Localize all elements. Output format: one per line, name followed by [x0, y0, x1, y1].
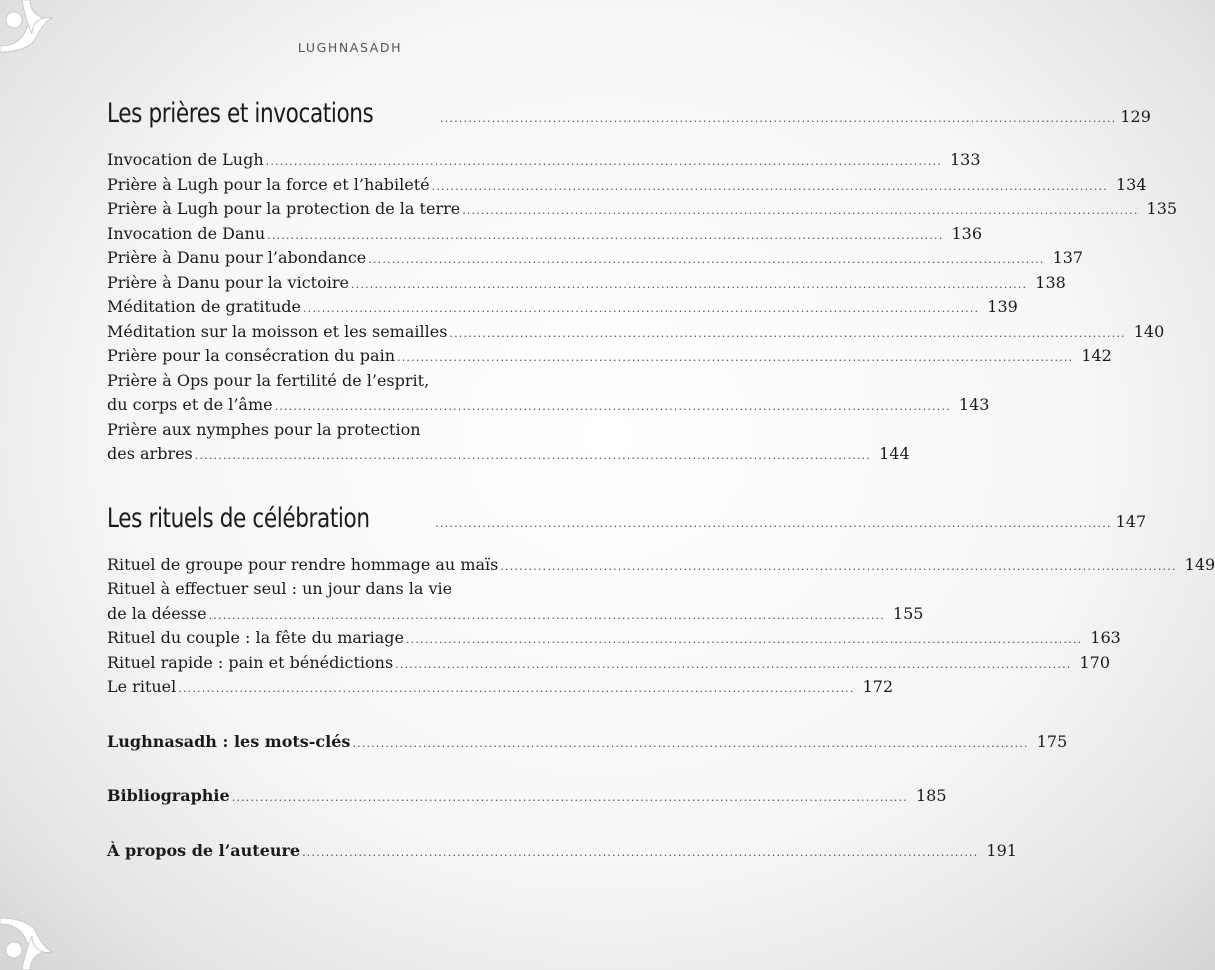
page-number: 172 — [862, 677, 894, 696]
toc-entry-text: Prière à Danu pour l’abondance — [107, 248, 367, 267]
toc-entry-text: Méditation de gratitude — [107, 297, 301, 316]
leader-dots: ................................................................................................................................................ — [302, 845, 979, 859]
page-number: 155 — [892, 603, 924, 623]
toc-entry[interactable] — [107, 271, 1066, 296]
page-number: 170 — [1079, 652, 1111, 672]
section-title-text: Les rituels de célébration — [107, 502, 370, 534]
leader-dots: ................................................................................................................................................ — [194, 449, 872, 462]
leader-dots: ................................................................................................................................................ — [368, 253, 1045, 266]
page-number: 191 — [986, 840, 1017, 860]
leader-dots: ................................................................................................................................................ — [395, 657, 1072, 671]
spacer — [107, 809, 592, 839]
page-number: 142 — [1081, 346, 1112, 365]
toc-entry[interactable] — [107, 442, 910, 467]
page-number: 175 — [1036, 731, 1068, 751]
toc-entry[interactable] — [107, 553, 1215, 578]
toc-entry-text: Prière à Lugh pour la protection de la terre — [107, 199, 461, 218]
toc-entry[interactable] — [107, 393, 990, 418]
toc-entry[interactable] — [107, 602, 924, 627]
page-number: 149 — [1184, 554, 1215, 574]
page-number: 185 — [916, 786, 947, 805]
toc-entry[interactable] — [107, 246, 1084, 271]
leader-dots: ................................................................................................................................................ — [350, 277, 1028, 291]
corner-ornament-bottom-left — [0, 910, 60, 970]
page-number: 136 — [951, 223, 982, 243]
toc-entry-text: Prière pour la consécration du pain — [107, 346, 395, 365]
spacer — [107, 700, 592, 730]
leader-dots: ................................................................................................................................................ — [231, 791, 908, 804]
section-heading[interactable] — [107, 92, 1151, 136]
section-heading[interactable] — [107, 497, 1147, 541]
back-matter-title: Bibliographie — [107, 786, 230, 805]
toc-entry-line[interactable]: Prière aux nymphes pour la protection — [107, 419, 421, 439]
table-of-contents — [107, 92, 1215, 863]
back-matter-entry[interactable] — [107, 839, 1017, 864]
toc-entry-text: Rituel rapide : pain et bénédictions — [107, 652, 394, 672]
toc-entry[interactable] — [107, 148, 981, 173]
spacer — [107, 754, 592, 784]
toc-entry-text: Invocation de Lugh — [107, 150, 264, 169]
leader-dots: ................................................................................................................................................ — [397, 351, 1074, 364]
toc-entry-line[interactable]: Prière à Ops pour la fertilité de l’esprit, — [107, 370, 430, 390]
toc-entry[interactable] — [107, 344, 1112, 369]
toc-entry[interactable] — [107, 651, 1111, 676]
page-number: 129 — [1120, 107, 1151, 126]
page-number: 163 — [1090, 628, 1121, 647]
leader-dots: ................................................................................................................................................ — [405, 633, 1083, 646]
toc-entry-text: du corps et de l’âme — [107, 395, 273, 414]
toc-entry-text: Invocation de Danu — [107, 223, 266, 243]
leader-dots: ................................................................................................................................................ — [500, 559, 1177, 573]
toc-entry-text: Prière à Lugh pour la force et l’habileté — [107, 174, 430, 194]
leader-dots: ................................................................................................................................................ — [462, 204, 1139, 217]
page-number: 140 — [1133, 321, 1165, 341]
back-matter-entry[interactable] — [107, 784, 947, 809]
spacer — [107, 467, 592, 497]
leader-dots: ................................................................................................................................................ — [274, 400, 951, 413]
leader-dots: ................................................................................................................................................ — [352, 736, 1029, 750]
running-header: LUGHNASADH — [297, 40, 403, 55]
toc-entry[interactable] — [107, 320, 1165, 345]
leader-dots: ................................................................................................................................................ — [435, 516, 1112, 530]
leader-dots: ................................................................................................................................................ — [267, 228, 944, 242]
page-number: 143 — [958, 395, 990, 414]
leader-dots: ................................................................................................................................................ — [440, 112, 1117, 125]
leader-dots: ................................................................................................................................................ — [302, 302, 980, 315]
page-number: 138 — [1035, 272, 1066, 292]
leader-dots: ................................................................................................................................................ — [265, 155, 942, 168]
page-number: 144 — [879, 444, 910, 463]
leader-dots: ................................................................................................................................................ — [431, 179, 1108, 193]
page-number: 139 — [987, 297, 1018, 316]
toc-entry-text: de la déesse — [107, 603, 207, 623]
page-number: 133 — [949, 150, 981, 169]
toc-entry-text: Prière à Danu pour la victoire — [107, 272, 349, 292]
page-number: 137 — [1052, 248, 1084, 267]
toc-entry[interactable] — [107, 295, 1018, 320]
back-matter-entry[interactable] — [107, 730, 1068, 755]
page-number: 134 — [1115, 174, 1147, 194]
toc-entry[interactable] — [107, 222, 982, 247]
toc-entry[interactable] — [107, 626, 1121, 651]
toc-entry[interactable] — [107, 197, 1178, 222]
toc-entry-text: Rituel du couple : la fête du mariage — [107, 628, 404, 647]
toc-entry-text: Rituel de groupe pour rendre hommage au maïs — [107, 554, 499, 574]
toc-entry-line[interactable]: Rituel à effectuer seul : un jour dans la vie — [107, 579, 453, 598]
back-matter-title: À propos de l’auteure — [107, 840, 301, 860]
toc-entry-text: des arbres — [107, 444, 193, 463]
leader-dots: ................................................................................................................................................ — [449, 326, 1126, 340]
section-title-text: Les prières et invocations — [107, 98, 374, 129]
toc-entry[interactable] — [107, 675, 894, 700]
leader-dots: ................................................................................................................................................ — [208, 608, 885, 622]
page-number: 135 — [1146, 199, 1178, 218]
toc-entry-text: Méditation sur la moisson et les semailles — [107, 321, 448, 341]
page-number: 147 — [1115, 511, 1147, 531]
back-matter-title: Lughnasadh : les mots-clés — [107, 731, 351, 751]
toc-entry[interactable] — [107, 173, 1147, 198]
leader-dots: ................................................................................................................................................ — [178, 682, 855, 695]
toc-entry-text: Le rituel — [107, 677, 177, 696]
